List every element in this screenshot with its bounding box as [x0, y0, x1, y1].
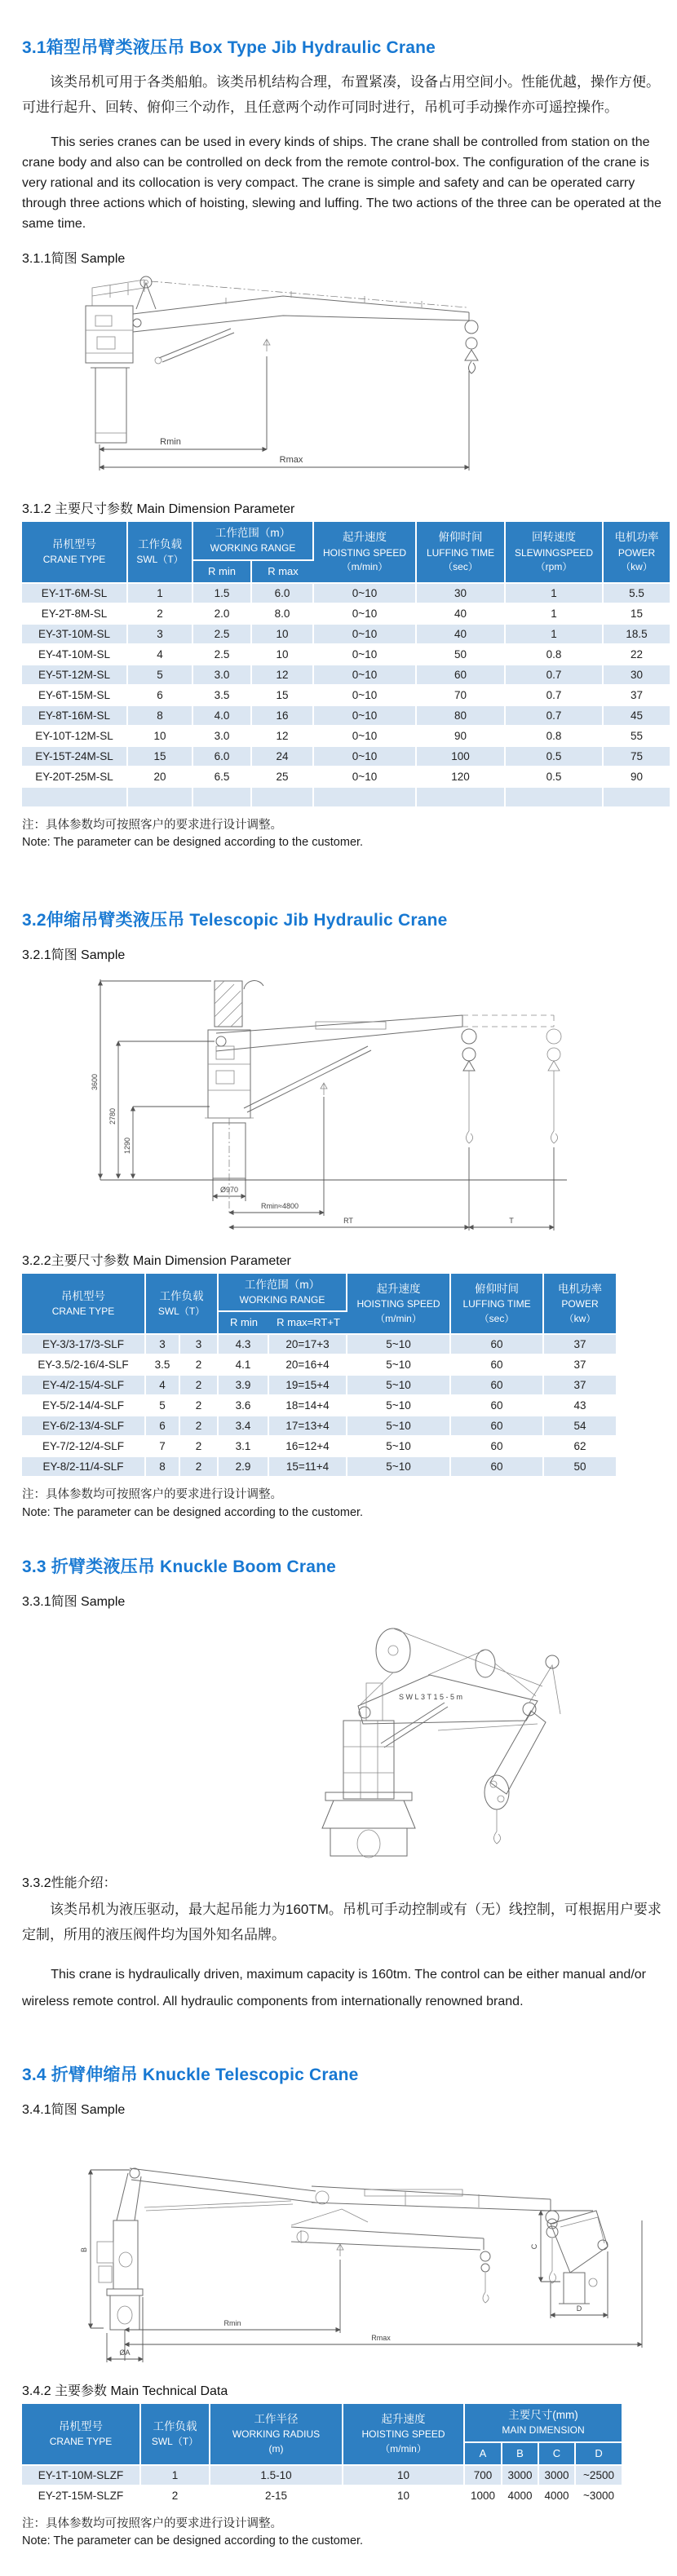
table-cell: 12 — [252, 665, 314, 686]
table-cell: 12 — [252, 727, 314, 747]
col-subheader-rmin: R min — [193, 561, 252, 584]
table-cell: 2-15 — [210, 2486, 343, 2507]
table-row — [22, 1376, 616, 1396]
dim-label-d: D — [576, 2304, 582, 2313]
table-cell: 90 — [604, 767, 670, 788]
section-3-1-paragraph-en: This series cranes can be used in every kinds of ships. The crane shall be controlled from station on the crane body and also can be controlled on deck from the remote control-box. The configuration of the crane is very rational and its collocation is very compact. The crane is simple and safety and can be operated carry through three actions which of hoisting, slewing and luffing. The two actions of the three can be operated at the same time. — [22, 135, 662, 231]
note-zh-3-2: 注：具体参数均可按照客户的要求进行设计调整。 — [22, 1488, 282, 1502]
section-3-3-paragraph-en: This crane is hydraulically driven, maximum capacity is 160tm. The control can be either manual and/or wireless remote control. All hydraulic components from internationally renowned brand. — [22, 1967, 646, 2009]
table-cell: 75 — [604, 747, 670, 767]
table-cell: ~3000 — [576, 2486, 622, 2507]
col-header-working-range: 工作范围（m） WORKING RANGE — [219, 1274, 347, 1313]
table-cell: 50 — [544, 1457, 616, 1478]
table-cell: EY-6/2-13/4-SLF — [22, 1416, 146, 1437]
table-cell: 5~10 — [347, 1437, 451, 1457]
table-cell: 16 — [252, 706, 314, 727]
table-cell: 6 — [146, 1416, 180, 1437]
table-cell: 2 — [141, 2486, 210, 2507]
table-cell: EY-15T-24M-SL — [22, 747, 128, 767]
table-cell: 8 — [128, 706, 193, 727]
table-cell — [128, 788, 193, 808]
col-subheader-rmax: R max=RT+T — [269, 1312, 347, 1335]
table-cell: ~2500 — [576, 2466, 622, 2486]
table-cell: 5~10 — [347, 1457, 451, 1478]
table-row — [22, 1335, 616, 1355]
dim-label-rmax: Rmax — [279, 454, 303, 465]
table-cell: EY-8/2-11/4-SLF — [22, 1457, 146, 1478]
table-cell: 60 — [451, 1437, 544, 1457]
table-cell: 62 — [544, 1437, 616, 1457]
table-cell: 2 — [180, 1457, 219, 1478]
table-cell: 5~10 — [347, 1416, 451, 1437]
table-cell: 10 — [252, 625, 314, 645]
sample-heading-3-3-1: 3.3.1简图 Sample — [22, 1595, 126, 1610]
sample-heading-3-4-1: 3.4.1简图 Sample — [22, 2102, 126, 2117]
table-cell: 0.5 — [506, 747, 604, 767]
col-subheader-c: C — [539, 2443, 576, 2466]
table-cell: 0~10 — [314, 584, 417, 604]
table-cell: 40 — [417, 604, 506, 625]
table-cell: 43 — [544, 1396, 616, 1416]
table-cell: EY-6T-15M-SL — [22, 686, 128, 706]
col-subheader-rmax: R max — [252, 561, 314, 584]
table-cell: 120 — [417, 767, 506, 788]
table-cell: EY-8T-16M-SL — [22, 706, 128, 727]
table-cell: 0.5 — [506, 767, 604, 788]
table-cell: 0~10 — [314, 625, 417, 645]
table-cell: 2.5 — [193, 625, 252, 645]
table-cell: 16=12+4 — [269, 1437, 347, 1457]
dim-label-t: T — [509, 1216, 514, 1225]
table-row — [22, 645, 670, 665]
knuckle-telescopic-crane-diagram — [22, 2123, 667, 2367]
table-cell: 7 — [146, 1437, 180, 1457]
col-header-hoisting-speed: 起升速度 HOISTING SPEED （m/min） — [343, 2404, 465, 2466]
table-cell: 3 — [128, 625, 193, 645]
dim-label-3600: 3600 — [91, 1073, 99, 1090]
table-cell: 90 — [417, 727, 506, 747]
table-cell: 25 — [252, 767, 314, 788]
table-cell: 30 — [604, 665, 670, 686]
table-cell: 0.7 — [506, 665, 604, 686]
table-cell: 4000 — [502, 2486, 539, 2507]
dim-label-rmin-4800: Rmin≈4800 — [261, 1201, 299, 1210]
table-cell: EY-3/3-17/3-SLF — [22, 1335, 146, 1355]
table-cell: EY-1T-10M-SLZF — [22, 2466, 141, 2486]
table-cell: 6 — [128, 686, 193, 706]
table-cell: 54 — [544, 1416, 616, 1437]
col-header-hoisting-speed: 起升速度 HOISTING SPEED （m/min） — [314, 522, 417, 584]
table-cell: 18.5 — [604, 625, 670, 645]
table-cell: 2 — [180, 1396, 219, 1416]
table-cell: EY-1T-6M-SL — [22, 584, 128, 604]
col-header-luffing-time: 俯仰时间 LUFFING TIME （sec） — [451, 1274, 544, 1336]
table-cell: 5~10 — [347, 1335, 451, 1355]
table-cell: EY-2T-8M-SL — [22, 604, 128, 625]
table-row — [22, 2466, 622, 2486]
table-row — [22, 1355, 616, 1376]
table-cell: 1 — [506, 584, 604, 604]
col-header-swl: 工作负载 SWL（T） — [128, 522, 193, 584]
table-cell: 37 — [544, 1335, 616, 1355]
table-cell: 2 — [180, 1355, 219, 1376]
table-cell: EY-4/2-15/4-SLF — [22, 1376, 146, 1396]
box-jib-crane-drawing — [22, 272, 528, 485]
table-cell — [193, 788, 252, 808]
table-cell: 3.5 — [146, 1355, 180, 1376]
table-cell: EY-5T-12M-SL — [22, 665, 128, 686]
table-cell: 60 — [451, 1355, 544, 1376]
table-row — [22, 706, 670, 727]
table-cell — [314, 788, 417, 808]
table-cell: EY-3T-10M-SL — [22, 625, 128, 645]
telescopic-jib-crane-drawing — [22, 968, 593, 1237]
table-cell: 60 — [417, 665, 506, 686]
table-cell: 60 — [451, 1396, 544, 1416]
table-cell: 2 — [128, 604, 193, 625]
table-cell: 1 — [128, 584, 193, 604]
table-cell: 0.8 — [506, 727, 604, 747]
section-3-1-title: 3.1箱型吊臂类液压吊 Box Type Jib Hydraulic Crane — [22, 38, 436, 57]
table-cell: 3000 — [539, 2466, 576, 2486]
dim-label-phi-a: ØA — [119, 2348, 131, 2357]
table-cell: 37 — [544, 1376, 616, 1396]
table-cell: 45 — [604, 706, 670, 727]
table-cell: 0~10 — [314, 706, 417, 727]
table-cell: 2 — [180, 1437, 219, 1457]
table-row — [22, 2486, 622, 2507]
section-gap — [22, 1522, 667, 1537]
table-cell: 4 — [146, 1376, 180, 1396]
table-cell: 0.8 — [506, 645, 604, 665]
dim-label-c: C — [530, 2243, 538, 2250]
table-cell: 3.5 — [193, 686, 252, 706]
table-cell: 4 — [128, 645, 193, 665]
section-3-3-paragraph-zh: 该类吊机为液压驱动，最大起吊能力为160TM。吊机可手动控制或有（无）线控制，可根据用户要求定制，所用的液压阀件均为国外知名品牌。 — [22, 1902, 662, 1943]
table-cell: 0~10 — [314, 645, 417, 665]
table-cell: 1.5 — [193, 584, 252, 604]
col-subheader-rmin: R min — [219, 1312, 269, 1335]
table-cell: 0~10 — [314, 686, 417, 706]
section-3-4-title: 3.4 折臂伸缩吊 Knuckle Telescopic Crane — [22, 2065, 359, 2084]
section-gap — [22, 2030, 667, 2045]
table-cell: 0~10 — [314, 747, 417, 767]
boom-swl-label: SWL3T15-5m — [399, 1693, 465, 1702]
table-cell: 0~10 — [314, 604, 417, 625]
table-cell: 55 — [604, 727, 670, 747]
table-cell: 5~10 — [347, 1376, 451, 1396]
section-telescopic-jib — [22, 907, 667, 1522]
table-cell: 0~10 — [314, 767, 417, 788]
param-heading-3-1-2: 3.1.2 主要尺寸参数 Main Dimension Parameter — [22, 502, 295, 516]
note-en-3-4: Note: The parameter can be designed according to the customer. — [22, 2534, 364, 2548]
section-knuckle-telescopic — [22, 2061, 667, 2550]
table-row — [22, 788, 670, 808]
table-cell: 2 — [180, 1376, 219, 1396]
table-cell: 15 — [252, 686, 314, 706]
table-cell: 10 — [252, 645, 314, 665]
table-cell: 1 — [141, 2466, 210, 2486]
table-cell: 15=11+4 — [269, 1457, 347, 1478]
table-cell: 20=16+4 — [269, 1355, 347, 1376]
table-cell: 8.0 — [252, 604, 314, 625]
knuckle-boom-crane-diagram — [112, 1615, 667, 1859]
table-cell: 4.1 — [219, 1355, 269, 1376]
table-cell: 70 — [417, 686, 506, 706]
section-box-type-jib — [22, 34, 667, 851]
table-cell: 18=14+4 — [269, 1396, 347, 1416]
table-cell: 50 — [417, 645, 506, 665]
table-cell: 0~10 — [314, 665, 417, 686]
section-3-1-paragraph-zh: 该类吊机可用于各类船舶。该类吊机结构合理，布置紧凑，设备占用空间小。性能优越，操作方便。可进行起升、回转、俯仰三个动作，且任意两个动作可同时进行，吊机可手动操作亦可遥控操作。 — [22, 74, 660, 115]
table-cell: 2.9 — [219, 1457, 269, 1478]
col-header-swl: 工作负载 SWL（T） — [146, 1274, 219, 1336]
table-cell: 4.3 — [219, 1335, 269, 1355]
table-cell: 40 — [417, 625, 506, 645]
table-cell: EY-4T-10M-SL — [22, 645, 128, 665]
param-heading-3-2-2: 3.2.2主要尺寸参数 Main Dimension Parameter — [22, 1253, 291, 1268]
table-row — [22, 1416, 616, 1437]
dim-label-rmax: Rmax — [371, 2333, 391, 2342]
table-cell: 1000 — [465, 2486, 502, 2507]
table-cell: 3.6 — [219, 1396, 269, 1416]
table-cell: 1 — [506, 604, 604, 625]
table-cell: 2 — [180, 1416, 219, 1437]
col-subheader-a: A — [465, 2443, 502, 2466]
table-cell: 5 — [128, 665, 193, 686]
table-cell: 5~10 — [347, 1355, 451, 1376]
table-cell: 37 — [544, 1355, 616, 1376]
col-header-crane-type: 吊机型号 CRANE TYPE — [22, 1274, 146, 1336]
table-cell: 24 — [252, 747, 314, 767]
col-header-swl: 工作负载 SWL（T） — [141, 2404, 210, 2466]
table-cell: 5.5 — [604, 584, 670, 604]
table-cell: 15 — [604, 604, 670, 625]
section-knuckle-boom — [22, 1553, 667, 2015]
table-cell — [22, 788, 128, 808]
table-cell: 2.0 — [193, 604, 252, 625]
table-cell: 20=17+3 — [269, 1335, 347, 1355]
table-cell: EY-7/2-12/4-SLF — [22, 1437, 146, 1457]
table-cell: 2.5 — [193, 645, 252, 665]
table-cell — [604, 788, 670, 808]
table-cell: 3 — [180, 1335, 219, 1355]
table-cell: 1 — [506, 625, 604, 645]
table-row — [22, 767, 670, 788]
note-zh-3-4: 注：具体参数均可按照客户的要求进行设计调整。 — [22, 2516, 282, 2530]
note-en-3-2: Note: The parameter can be designed according to the customer. — [22, 1505, 364, 1519]
table-cell: 20 — [128, 767, 193, 788]
table-row — [22, 727, 670, 747]
dim-label-b: B — [80, 2247, 88, 2252]
table-cell: 1.5-10 — [210, 2466, 343, 2486]
table-cell: 0~10 — [314, 727, 417, 747]
section-3-3-title: 3.3 折臂类液压吊 Knuckle Boom Crane — [22, 1558, 337, 1577]
dim-label-rt: RT — [343, 1216, 353, 1225]
telescopic-jib-crane-diagram — [22, 968, 667, 1237]
table-cell: 6.5 — [193, 767, 252, 788]
note-zh-3-1: 注：具体参数均可按照客户的要求进行设计调整。 — [22, 818, 282, 832]
note-en-3-1: Note: The parameter can be designed according to the customer. — [22, 836, 364, 850]
table-cell: 17=13+4 — [269, 1416, 347, 1437]
table-cell: 60 — [451, 1335, 544, 1355]
table-row — [22, 1437, 616, 1457]
col-header-crane-type: 吊机型号 CRANE TYPE — [22, 522, 128, 584]
table-cell: 19=15+4 — [269, 1376, 347, 1396]
table-cell: 60 — [451, 1416, 544, 1437]
table-cell — [417, 788, 506, 808]
dim-label-rmin: Rmin — [160, 436, 181, 447]
table-cell: 6.0 — [252, 584, 314, 604]
table-row — [22, 604, 670, 625]
table-cell: 60 — [451, 1376, 544, 1396]
table-cell: EY-20T-25M-SL — [22, 767, 128, 788]
table-cell: 60 — [451, 1457, 544, 1478]
table-cell: 6.0 — [193, 747, 252, 767]
table-row — [22, 686, 670, 706]
table-cell: EY-5/2-14/4-SLF — [22, 1396, 146, 1416]
col-header-luffing-time: 俯仰时间 LUFFING TIME （sec） — [417, 522, 506, 584]
box-jib-crane-diagram — [22, 272, 667, 485]
table-cell: 22 — [604, 645, 670, 665]
col-subheader-d: D — [576, 2443, 622, 2466]
table-cell: 3.9 — [219, 1376, 269, 1396]
table-cell: 0.7 — [506, 686, 604, 706]
table-cell: 3.0 — [193, 665, 252, 686]
col-header-slewing-speed: 回转速度 SLEWINGSPEED （rpm） — [506, 522, 604, 584]
col-header-hoisting-speed: 起升速度 HOISTING SPEED （m/min） — [347, 1274, 451, 1336]
table-row — [22, 1396, 616, 1416]
knuckle-boom-crane-drawing — [112, 1615, 569, 1859]
box-jib-parameter-table — [22, 522, 670, 808]
dim-label-phi970: Ø970 — [219, 1185, 239, 1194]
table-cell: 30 — [417, 584, 506, 604]
table-cell: 3000 — [502, 2466, 539, 2486]
knuckle-telescopic-crane-drawing — [22, 2123, 658, 2367]
dim-label-2780: 2780 — [108, 1107, 117, 1125]
sample-heading-3-1-1: 3.1.1简图 Sample — [22, 251, 126, 266]
table-cell: 10 — [343, 2486, 465, 2507]
table-cell: 3.0 — [193, 727, 252, 747]
table-cell: 37 — [604, 686, 670, 706]
section-gap — [22, 853, 667, 890]
table-cell: 3.4 — [219, 1416, 269, 1437]
telescopic-jib-parameter-table — [22, 1274, 616, 1478]
perf-heading-3-3-2: 3.3.2性能介绍： — [22, 1876, 117, 1891]
table-cell: EY-3.5/2-16/4-SLF — [22, 1355, 146, 1376]
table-cell: 3 — [146, 1335, 180, 1355]
table-cell: 5~10 — [347, 1396, 451, 1416]
col-header-power: 电机功率 POWER （kw） — [544, 1274, 616, 1336]
table-cell: 5 — [146, 1396, 180, 1416]
table-cell: 10 — [343, 2466, 465, 2486]
table-cell — [506, 788, 604, 808]
table-row — [22, 625, 670, 645]
dim-label-rmin: Rmin — [223, 2318, 241, 2327]
table-row — [22, 665, 670, 686]
sample-heading-3-2-1: 3.2.1简图 Sample — [22, 948, 126, 962]
section-3-2-title: 3.2伸缩吊臂类液压吊 Telescopic Jib Hydraulic Crane — [22, 910, 448, 930]
col-subheader-b: B — [502, 2443, 539, 2466]
table-cell: 700 — [465, 2466, 502, 2486]
dim-label-1290: 1290 — [123, 1137, 131, 1154]
table-cell: 0.7 — [506, 706, 604, 727]
table-row — [22, 747, 670, 767]
table-cell: 80 — [417, 706, 506, 727]
table-cell — [252, 788, 314, 808]
table-cell: 15 — [128, 747, 193, 767]
col-header-crane-type: 吊机型号 CRANE TYPE — [22, 2404, 141, 2466]
col-header-power: 电机功率 POWER （kw） — [604, 522, 670, 584]
table-cell: 4.0 — [193, 706, 252, 727]
table-cell: 8 — [146, 1457, 180, 1478]
table-row — [22, 1457, 616, 1478]
table-cell: EY-10T-12M-SL — [22, 727, 128, 747]
table-cell: 3.1 — [219, 1437, 269, 1457]
knuckle-telescopic-parameter-table — [22, 2404, 622, 2507]
table-row — [22, 584, 670, 604]
table-cell: 100 — [417, 747, 506, 767]
table-cell: EY-2T-15M-SLZF — [22, 2486, 141, 2507]
col-header-working-radius: 工作半径 WORKING RADIUS (m) — [210, 2404, 343, 2466]
table-cell: 4000 — [539, 2486, 576, 2507]
table-cell: 10 — [128, 727, 193, 747]
param-heading-3-4-2: 3.4.2 主要参数 Main Technical Data — [22, 2384, 228, 2398]
col-header-main-dimension: 主要尺寸(mm) MAIN DIMENSION — [465, 2404, 622, 2443]
col-header-working-range: 工作范围（m） WORKING RANGE — [193, 522, 314, 561]
